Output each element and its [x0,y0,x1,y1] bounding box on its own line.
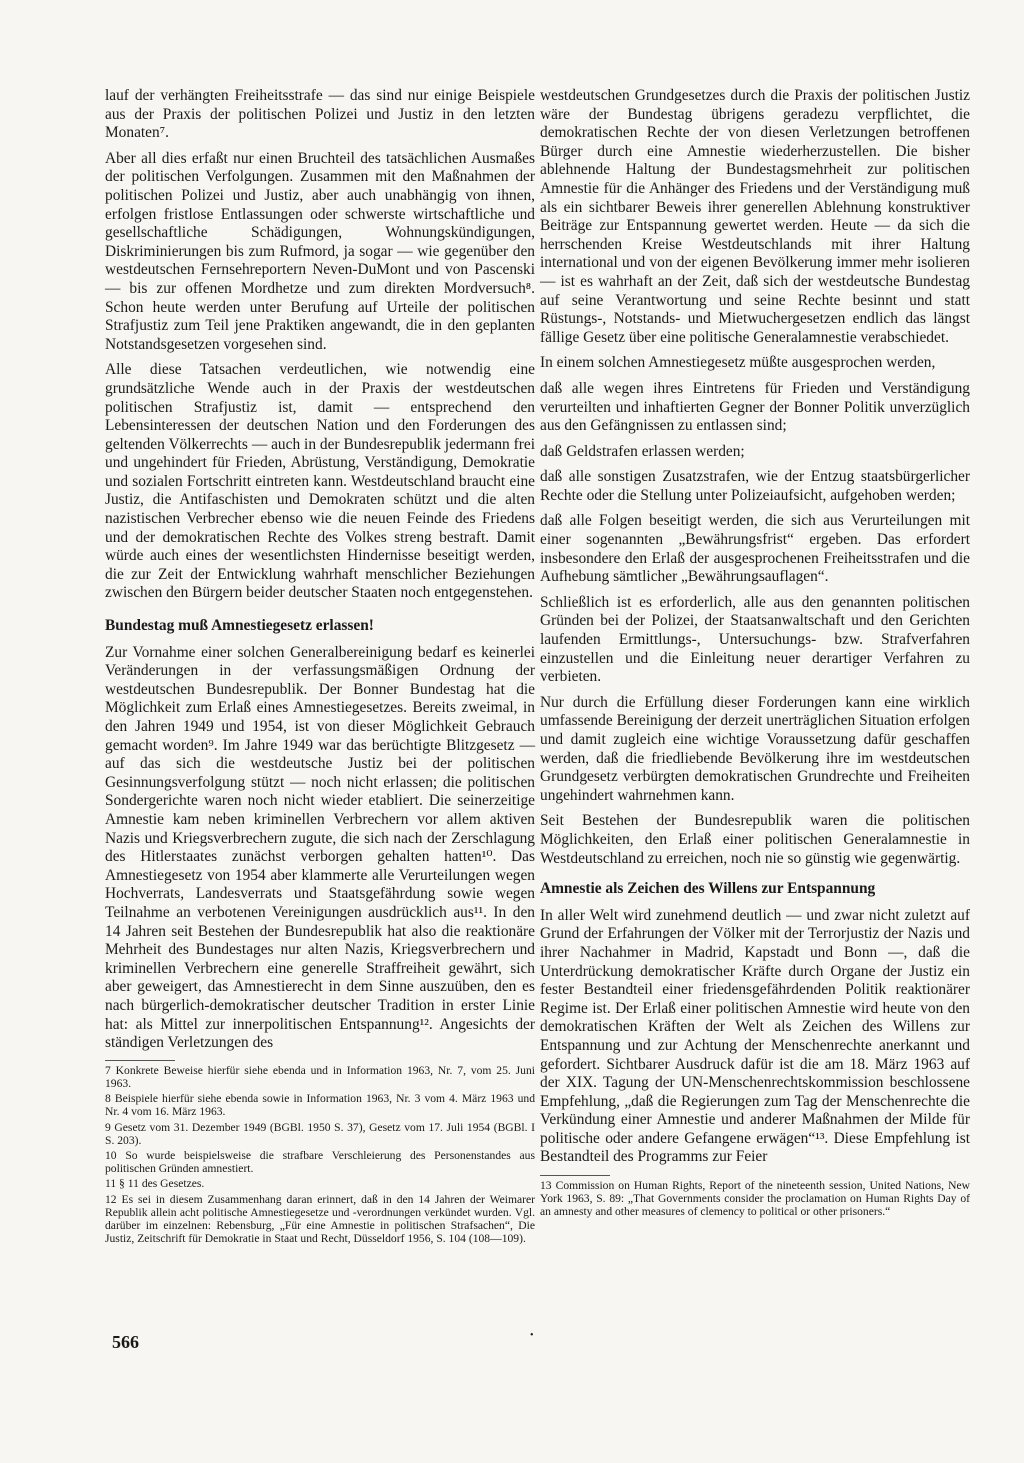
paragraph: In einem solchen Amnestiegesetz müßte ausgesprochen werden, [540,354,936,372]
paragraph: Schließlich ist es erforderlich, alle aus den genannten politischen Gründen bei der Polizei, der Staatsanwaltschaft und den Gerichten laufenden Ermittlungs-, Untersuchungs- bzw. Strafverfahren einzustellen und die Einleitung neuer derartiger Verfahren zu verbieten. [540,593,970,686]
footnote: 7 Konkrete Beweise hierfür siehe ebenda und in Information 1963, Nr. 7, vom 25. Juni 1963. [105,1063,535,1090]
paragraph: westdeutschen Grundgesetzes durch die Praxis der politischen Justiz wäre der Bundestag übrigens geradezu verpflichtet, die demokratischen Rechte der von diesen Verletzungen betroffenen Bürger durch eine Amnestie wiederherzustellen. Die bisher ablehnende Haltung der Bundestagsmehrheit zur politischen Amnestie für die Anhänger des Friedens und der Verständigung muß als ein sichtbarer Beweis ihrer generellen Ablehnung konstruktiver Beiträge zur Entspannung gewertet werden. Heute — da sich die herrschenden Kreise Westdeutschlands mit ihrer Haltung international und von der eigenen Bevölkerung immer mehr isolieren — ist es wahrhaft an der Zeit, daß sich der westdeutsche Bundestag auf seine Verantwortung und seine Rechte besinnt und statt Rüstungs-, Notstands- und Mietwuchergesetzen endlich das längst fällige Gesetz über eine politische Generalamnestie verabschiedet. [540,87,970,346]
paragraph: lauf der verhängten Freiheitsstrafe — das sind nur einige Beispiele aus der Praxis der politischen Polizei und Justiz in den letzten Monaten⁷. [105,87,535,142]
paragraph: daß alle sonstigen Zusatzstrafen, wie der Entzug staatsbürgerlicher Rechte oder die Stellung unter Polizeiaufsicht, aufgehoben werden; [540,468,970,504]
footnotes [540,1175,970,1219]
footnote: 13 Commission on Human Rights, Report of the nineteenth session, United Nations, New York 1963, S. 89: „That Governments consider the proclamation on Human Rights Day of an amnesty and other measures of clemency to political or other prisoners.“ [540,1179,970,1219]
paragraph: Zur Vornahme einer solchen Generalbereinigung bedarf es keinerlei Veränderungen in der verfassungsmäßigen Ordnung der westdeutschen Bundesrepublik. Der Bonner Bundestag hat die Möglichkeit zum Erlaß eines Amnestiegesetzes. Bereits zweimal, in den Jahren 1949 und 1954, ist von dieser Möglichkeit Gebrauch gemacht worden⁹. Im Jahre 1949 war das berüchtigte Blitzgesetz — auf das sich die westdeutsche Justiz bei der politischen Gesinnungsverfolgung stützt — noch nicht erlassen; die politischen Sondergerichte waren noch nicht wieder etabliert. Die seinerzeitige Amnestie kam neben kriminellen Verbrechern vor allem aktiven Nazis und Kriegsverbrechern zugute, die sich nach der Zerschlagung des Hitlerstaates zunächst verborgen gehalten hatten¹⁰. Das Amnestiegesetz von 1954 aber klammerte alle Verurteilungen wegen Hochverrats, Landesverrats und Staatsgefährdung sowie wegen Teilnahme an verbotenen Vereinigungen ausdrücklich aus¹¹. In den 14 Jahren seit Bestehen der Bundesrepublik hat also die reaktionäre Mehrheit des Bundestages nur alten Nazis, Kriegsverbrechern und kriminellen Verbrechern eine generelle Straffreiheit gewährt, sich aber geweigert, das Amnestierecht in dem Sinne auszuüben, den es nach bürgerlich-demokratischer deutscher Tradition in erster Linie hat: als Mittel zur innerpolitischen Entspannung¹². Angesichts der ständigen Verletzungen des [105,643,535,1052]
paragraph: daß Geldstrafen erlassen werden; [540,442,745,460]
footnote-divider [540,1175,610,1176]
section-heading: Amnestie als Zeichen des Willens zur Entspannung [540,880,876,898]
footnote: 10 So wurde beispielsweise die strafbare Verschleierung des Personenstandes aus politischen Gründen amnestiert. [105,1148,535,1176]
paragraph: Aber all dies erfaßt nur einen Bruchteil des tatsächlichen Ausmaßes der politischen Verfolgungen. Zusammen mit den Maßnahmen der politischen Polizei und Justiz, aber auch unabhängig von ihnen, erfolgen fristlose Entlassungen oder schwerste wirtschaftliche und gesellschaftliche Schädigungen, Wohnungskündigungen, Diskriminierungen bis zum Rufmord, ja sogar — wie gegenüber den westdeutschen Fernsehreportern Neven-DuMont und von Pascenski — bis zur offenen Mordhetze und zum direkten Mordversuch⁸. Schon heute werden unter Berufung auf Urteile der politischen Strafjustiz zum Teil jene Praktiken angewandt, die in den geplanten Notstandsgesetzen vorgesehen sind. [105,149,535,353]
footnote: 12 Es sei in diesem Zusammenhang daran erinnert, daß in den 14 Jahren der Weimarer Republik allein acht politische Amnestiegesetze und -verordnungen verkündet wurden. Vgl. darüber im einzelnen: Rebensburg, „Für eine Amnestie in politischen Strafsachen“, Die Justiz, Zeitschrift für Demokratie in Staat und Recht, Düsseldorf 1956, S. 104 (108—109). [105,1192,535,1246]
footnote: 8 Beispiele hierfür siehe ebenda sowie in Information 1963, Nr. 3 vom 4. März 1963 und Nr. 4 vom 16. März 1963. [105,1092,535,1119]
footnote: 9 Gesetz vom 31. Dezember 1949 (BGBl. 1950 S. 37), Gesetz vom 17. Juli 1954 (BGBl. I S. 203). [105,1120,535,1147]
section-heading: Bundestag muß Amnestiegesetz erlassen! [105,617,374,635]
paragraph: In aller Welt wird zunehmend deutlich — und zwar nicht zuletzt auf Grund der Erfahrungen der Völker mit der Terrorjustiz der Nazis und ihrer Nachahmer in Madrid, Kapstadt und Bonn —, daß die Unterdrückung demokratischer Kräfte durch Organe der Justiz ein fester Bestandteil einer friedensgefährdenden Politik reaktionärer Regime ist. Der Erlaß einer politischen Amnestie wird heute von den demokratischen Kräften der Welt als Zeichen des Willens zur Entspannung und zur Achtung der Menschenrechte anerkannt und gefordert. Sichtbarer Ausdruck dafür ist die am 18. März 1963 auf der XIX. Tagung der UN-Menschenrechtskommission beschlossene Empfehlung, „daß die Regierungen zum Tag der Menschenrechte die Verkündung einer Amnestie und anderer Maßnahmen der Milde für politische oder andere Gefangene erwägen“¹³. Diese Empfehlung ist Bestandteil des Programms zur Feier [540,906,970,1166]
page-number: 566 [112,1332,139,1352]
left-column [105,87,535,1247]
footnote-divider [105,1060,175,1061]
paragraph: Nur durch die Erfüllung dieser Forderungen kann eine wirklich umfassende Bereinigung der derzeit unerträglichen Situation erfolgen und damit zugleich eine wichtige Voraussetzung dafür geschaffen werden, daß die friedliebende Bevölkerung ihre im westdeutschen Grundgesetz verbürgten demokratischen Grundrechte und Freiheiten ungehindert wahrnehmen kann. [540,693,970,804]
paragraph: Alle diese Tatsachen verdeutlichen, wie notwendig eine grundsätzliche Wende auch in der Praxis der westdeutschen politischen Strafjustiz ist, damit — entsprechend den Lebensinteressen der deutschen Nation und den Forderungen des geltenden Völkerrechts — auch in der Bundesrepublik jedermann frei und ungehindert für Frieden, Abrüstung, Verständigung, Demokratie und sozialen Fortschritt eintreten kann. Westdeutschland braucht eine Justiz, die Antifaschisten und Demokraten schützt und die alten nazistischen Verbrecher ebenso wie die neuen Feinde des Friedens und der demokratischen Rechte des Volkes streng bestraft. Damit würde auch eines der wesentlichsten Hindernisse beseitigt werden, die zur Zeit der Entwicklung wahrhaft menschlicher Beziehungen zwischen den Bürgern beider deutscher Staaten noch entgegenstehen. [105,361,535,602]
paragraph: Seit Bestehen der Bundesrepublik waren die politischen Möglichkeiten, den Erlaß einer politischen Generalamnestie in Westdeutschland zu erreichen, noch nie so günstig wie gegenwärtig. [540,812,970,867]
footnote: 11 § 11 des Gesetzes. [105,1177,205,1191]
paragraph: daß alle Folgen beseitigt werden, die sich aus Verurteilungen mit einer sogenannten „Bewährungsfrist“ ergeben. Das erfordert insbesondere den Erlaß der ausgesprochenen Freiheitsstrafen und die Aufhebung sämtlicher „Bewährungsauflagen“. [540,512,970,586]
right-column [540,87,970,1221]
print-mark: • [530,1330,534,1341]
paragraph: daß alle wegen ihres Eintretens für Frieden und Verständigung verurteilten und inhaftierten Gegner der Bonner Politik unverzüglich aus den Gefängnissen zu entlassen sind; [540,379,970,435]
footnotes [105,1060,535,1246]
